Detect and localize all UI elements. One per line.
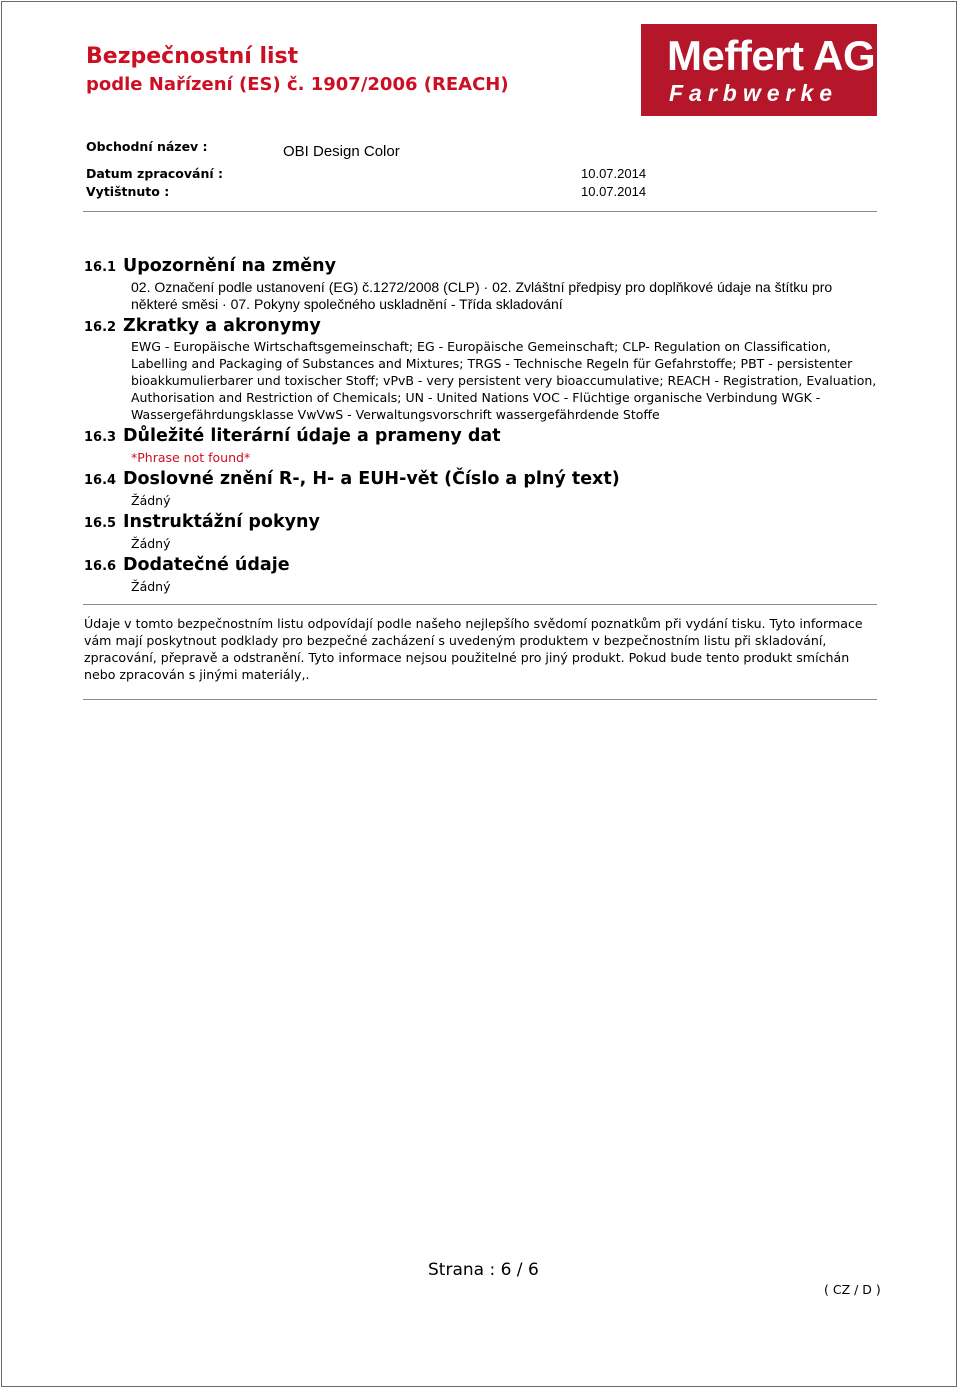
section-number: 16.1 xyxy=(84,260,117,275)
page-number: Strana : 6 / 6 xyxy=(428,1260,539,1280)
section-text-line: Labelling and Packaging of Substances and Mixtures; TRGS - Technische Regeln für Gefahrstoffe; PBT - persistenter xyxy=(131,356,853,371)
section-text-line: Authorisation and Restriction of Chemicals; UN - United Nations VOC - Flüchtige organische Verbindung WGK - xyxy=(131,390,821,405)
section-text-line: 02. Označení podle ustanovení (EG) č.1272/2008 (CLP) · 02. Zvláštní předpisy pro doplňkové údaje na štítku pro xyxy=(131,279,833,295)
trade-name-value: OBI Design Color xyxy=(283,143,400,160)
section-number: 16.3 xyxy=(84,430,117,445)
page-border xyxy=(1,1,957,1387)
section-number: 16.6 xyxy=(84,559,117,574)
section-title: Zkratky a akronymy xyxy=(123,316,321,336)
section-text: Žádný xyxy=(131,493,171,508)
header-divider xyxy=(83,211,877,212)
trade-name-label: Obchodní název : xyxy=(86,139,208,154)
logo-name: Meffert AG xyxy=(667,32,876,79)
section-text: Žádný xyxy=(131,579,171,594)
section-text-line: EWG - Europäische Wirtschaftsgemeinschaft; EG - Europäische Gemeinschaft; CLP- Regulation on Classification, xyxy=(131,339,831,354)
section-number: 16.4 xyxy=(84,473,117,488)
section-text-line: bioakkumulierbarer und toxischer Stoff; vPvB - very persistent very bioaccumulative; REACH - Registration, Evaluation, xyxy=(131,373,877,388)
section-text-line: Wassergefährdungsklasse VwVwS - Verwaltungsvorschrift wassergefährdende Stoffe xyxy=(131,407,660,422)
revision-date-label: Datum zpracování : xyxy=(86,166,223,181)
printed-date-value: 10.07.2014 xyxy=(581,184,647,199)
section-text-line: některé směsi · 07. Pokyny společného uskladnění - Třída skladování xyxy=(131,296,563,312)
document-subtitle: podle Nařízení (ES) č. 1907/2006 (REACH) xyxy=(86,74,509,95)
revision-date-value: 10.07.2014 xyxy=(581,166,647,181)
footer-divider xyxy=(83,604,877,605)
footer-divider-bottom xyxy=(83,699,877,700)
logo-subtitle: Farbwerke xyxy=(669,80,839,106)
section-title: Důležité literární údaje a prameny dat xyxy=(123,426,501,446)
section-text: *Phrase not found* xyxy=(131,450,251,465)
document-title: Bezpečnostní list xyxy=(86,44,299,69)
section-number: 16.2 xyxy=(84,320,117,335)
section-number: 16.5 xyxy=(84,516,117,531)
section-title: Doslovné znění R-, H- a EUH-vět (Číslo a plný text) xyxy=(123,469,620,489)
disclaimer-text: Údaje v tomto bezpečnostním listu odpovídají podle našeho nejlepšího svědomí poznatkům při vydání tisku. Tyto informace vám mají poskytnout podklady pro bezpečné zacházení s uvedeným produktem v bezpečnostním listu při skladování, zpracování, přepravě a odstranění. Tyto informace nejsou použitelné pro jiný produkt. Pokud bude tento produkt smíchán nebo zpracován s jinými materiály,. xyxy=(84,616,863,682)
printed-date-label: Vytištnuto : xyxy=(86,184,170,199)
company-logo xyxy=(641,24,877,116)
section-title: Upozornění na změny xyxy=(123,256,336,276)
section-title: Dodatečné údaje xyxy=(123,555,290,575)
section-title: Instruktážní pokyny xyxy=(123,512,320,532)
language-code: ( CZ / D ) xyxy=(824,1282,881,1297)
section-text: Žádný xyxy=(131,536,171,551)
